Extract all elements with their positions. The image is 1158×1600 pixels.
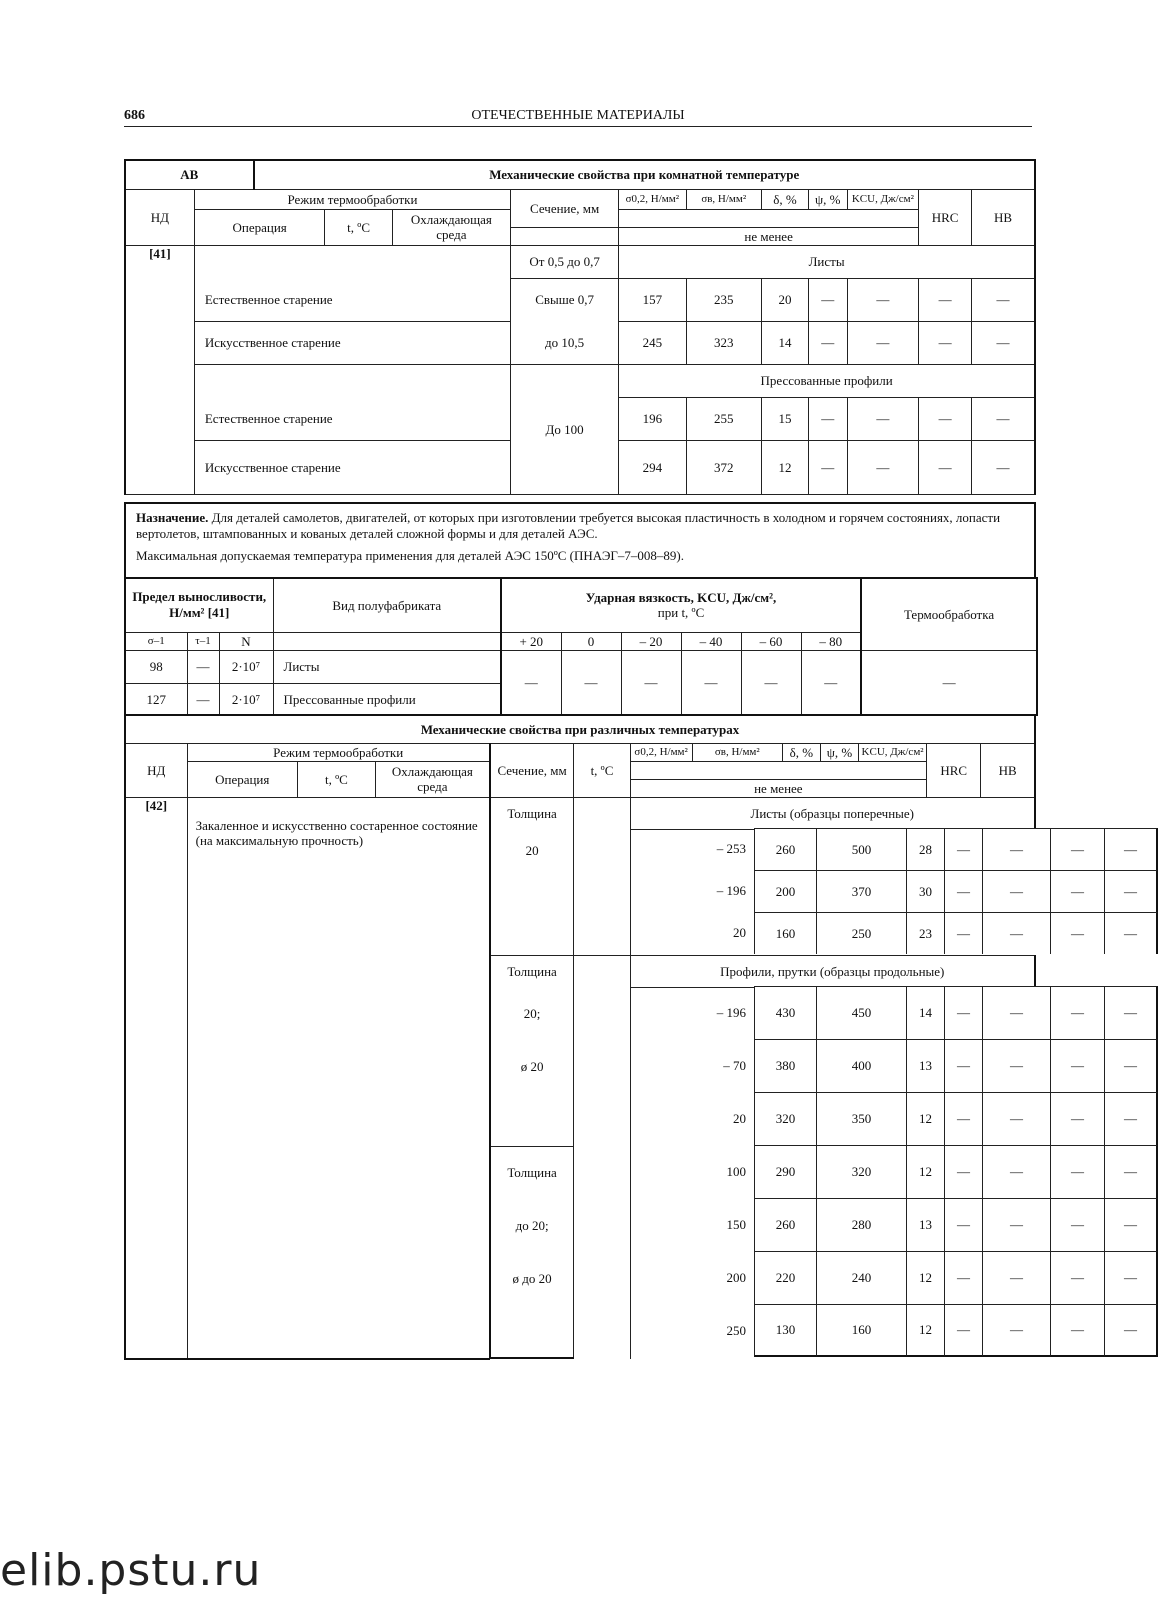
value-cell: — bbox=[847, 321, 918, 364]
g2-section-3: ø 20 bbox=[490, 1040, 574, 1093]
purpose-text: Для деталей самолетов, двигателей, от которых при изготовлении требуется высокая пластичность в холодном и горячем состояниях, лопасти вертолетов, штампованных и кованых деталей сложной формы и для деталей АЭС. bbox=[136, 510, 1001, 541]
value-cell: — bbox=[1104, 1251, 1158, 1304]
kcu-header: KCU, Дж/см² bbox=[847, 189, 918, 209]
value-cell: — bbox=[944, 828, 982, 870]
endurance-header: Предел выносливости, Н/мм² [41] bbox=[125, 578, 273, 632]
g3-section-2: до 20; bbox=[490, 1199, 574, 1252]
value-cell: 372 bbox=[686, 440, 761, 494]
g2-section-1: Толщина bbox=[490, 955, 574, 987]
heat-value: — bbox=[861, 650, 1037, 715]
value-cell: 430 bbox=[754, 986, 816, 1039]
test-temp: 20 bbox=[733, 1110, 746, 1126]
product-header: Вид полуфабриката bbox=[273, 578, 501, 632]
value-cell: — bbox=[944, 986, 982, 1039]
value-cell: — bbox=[944, 912, 982, 954]
value-row bbox=[698, 1039, 1158, 1092]
value-cell: — bbox=[1050, 1039, 1104, 1092]
various-temp-title: Механические свойства при различных температурах bbox=[125, 715, 1035, 743]
watermark: elib.pstu.ru bbox=[0, 1545, 262, 1596]
sigma-value: 98 bbox=[125, 650, 187, 683]
sigmab-header-2: σв, Н/мм² bbox=[692, 743, 782, 761]
value-cell: — bbox=[972, 440, 1035, 494]
n-header: N bbox=[219, 632, 273, 650]
value-cell: — bbox=[919, 440, 972, 494]
value-cell: 28 bbox=[906, 828, 944, 870]
value-row bbox=[698, 1145, 1158, 1198]
max-temp-text: Максимальная допускаемая температура применения для деталей АЭС 150ºС (ПНАЭГ–7–008–89). bbox=[136, 548, 684, 563]
tau-value: — bbox=[187, 683, 219, 715]
value-cell: — bbox=[982, 1039, 1050, 1092]
value-cell: 380 bbox=[754, 1039, 816, 1092]
value-cell: 12 bbox=[906, 1092, 944, 1145]
value-cell: — bbox=[982, 912, 1050, 954]
purpose-label: Назначение. bbox=[136, 510, 209, 525]
value-cell: — bbox=[1050, 1198, 1104, 1251]
value-cell: 400 bbox=[816, 1039, 906, 1092]
value-row bbox=[698, 870, 1158, 912]
value-cell: 12 bbox=[906, 1304, 944, 1357]
value-cell: 255 bbox=[686, 397, 761, 440]
value-cell: 20 bbox=[761, 278, 808, 321]
impact-title: Ударная вязкость, KCU, Дж/см², bbox=[585, 590, 777, 606]
value-cell: — bbox=[982, 1251, 1050, 1304]
impact-value: — bbox=[561, 650, 621, 715]
sec-to: до 10,5 bbox=[511, 321, 619, 364]
value-cell: 245 bbox=[619, 321, 686, 364]
temp-col: 0 bbox=[561, 632, 621, 650]
temp-header: t, ºС bbox=[325, 209, 392, 245]
value-cell: — bbox=[847, 397, 918, 440]
value-cell: — bbox=[944, 870, 982, 912]
temp-col: – 80 bbox=[801, 632, 861, 650]
value-cell: — bbox=[808, 321, 847, 364]
hb-header: HB bbox=[972, 189, 1035, 245]
value-cell: — bbox=[1104, 986, 1158, 1039]
min-label: не менее bbox=[619, 227, 919, 245]
purpose-note bbox=[124, 502, 1036, 577]
profiles-longitudinal-label: Профили, прутки (образцы продольные) bbox=[630, 955, 1035, 987]
tau-value: — bbox=[187, 650, 219, 683]
value-row bbox=[698, 1198, 1158, 1251]
sheets-transverse-label: Листы (образцы поперечные) bbox=[630, 797, 1035, 829]
hrc-header-2: HRC bbox=[927, 743, 981, 797]
value-cell: 220 bbox=[754, 1251, 816, 1304]
value-cell: — bbox=[982, 986, 1050, 1039]
value-cell: 14 bbox=[761, 321, 808, 364]
sheets-label: Листы bbox=[619, 245, 1035, 278]
sigmab-header: σв, Н/мм² bbox=[686, 189, 761, 209]
g1-section-1: Толщина bbox=[490, 797, 574, 829]
nd-header-2: НД bbox=[125, 743, 187, 797]
page-number: 686 bbox=[124, 108, 145, 123]
test-temp: 250 bbox=[726, 1322, 746, 1338]
profiles-label: Прессованные профили bbox=[619, 364, 1035, 397]
value-cell: — bbox=[919, 397, 972, 440]
value-cell: 157 bbox=[619, 278, 686, 321]
value-cell: — bbox=[1050, 1251, 1104, 1304]
test-temp: – 196 bbox=[716, 1004, 746, 1020]
sheets-section: От 0,5 до 0,7 bbox=[511, 245, 619, 278]
endurance-table bbox=[124, 577, 1038, 716]
value-cell: — bbox=[919, 321, 972, 364]
value-cell: — bbox=[1050, 1145, 1104, 1198]
ref-41: [41] bbox=[125, 245, 194, 495]
test-temp: 150 bbox=[726, 1216, 746, 1232]
value-row bbox=[698, 1251, 1158, 1304]
op-artificial-2: Искусственное старение bbox=[194, 440, 510, 494]
value-cell: — bbox=[1104, 912, 1158, 954]
value-cell: — bbox=[1050, 1092, 1104, 1145]
value-cell: 370 bbox=[816, 870, 906, 912]
value-cell: 12 bbox=[906, 1251, 944, 1304]
value-row bbox=[698, 986, 1158, 1039]
impact-value: — bbox=[741, 650, 801, 715]
value-cell: — bbox=[944, 1145, 982, 1198]
heat-header: Термообработка bbox=[861, 578, 1037, 650]
value-cell: — bbox=[982, 1092, 1050, 1145]
operation-text: Закаленное и искусственно состаренное состояние (на максимальную прочность) bbox=[187, 797, 490, 1359]
test-temp: – 196 bbox=[716, 883, 746, 898]
operation-header-2: Операция bbox=[187, 761, 297, 797]
op-natural-2: Естественное старение bbox=[194, 397, 510, 440]
value-cell: 280 bbox=[816, 1198, 906, 1251]
product-value: Листы bbox=[273, 650, 501, 683]
min-label-2: не менее bbox=[630, 779, 927, 797]
g2-section-2: 20; bbox=[490, 987, 574, 1040]
t-header-2: t, ºС bbox=[574, 743, 630, 797]
value-cell: — bbox=[1050, 986, 1104, 1039]
value-cell: 290 bbox=[754, 1145, 816, 1198]
value-cell: — bbox=[1104, 870, 1158, 912]
value-cell: — bbox=[982, 828, 1050, 870]
g3-section-3: ø до 20 bbox=[490, 1252, 574, 1305]
value-cell: — bbox=[808, 278, 847, 321]
impact-value: — bbox=[621, 650, 681, 715]
value-cell: — bbox=[808, 440, 847, 494]
sigma02-header-2: σ0,2, Н/мм² bbox=[630, 743, 692, 761]
cooling-header-2: Охлаждающая среда bbox=[376, 761, 490, 797]
value-cell: 323 bbox=[686, 321, 761, 364]
value-cell: 13 bbox=[906, 1198, 944, 1251]
value-row bbox=[698, 912, 1158, 954]
psi-header: ψ, % bbox=[808, 189, 847, 209]
temp-col: + 20 bbox=[501, 632, 561, 650]
section-header: Сечение, мм bbox=[511, 189, 619, 227]
mode-header-2: Режим термообработки bbox=[187, 743, 490, 761]
value-cell: — bbox=[1104, 1198, 1158, 1251]
hb-header-2: HB bbox=[981, 743, 1035, 797]
impact-subtitle: при t, ºС bbox=[657, 605, 705, 621]
value-cell: — bbox=[1050, 870, 1104, 912]
value-cell: 160 bbox=[754, 912, 816, 954]
temp-header-2: t, ºС bbox=[297, 761, 375, 797]
section-header-2: Сечение, мм bbox=[490, 743, 574, 797]
value-cell: 240 bbox=[816, 1251, 906, 1304]
value-cell: 500 bbox=[816, 828, 906, 870]
value-cell: 320 bbox=[816, 1145, 906, 1198]
room-temp-table bbox=[124, 159, 1036, 495]
impact-value: — bbox=[501, 650, 561, 715]
value-cell: — bbox=[982, 1145, 1050, 1198]
sec-over: Свыше 0,7 bbox=[511, 278, 619, 321]
ref-42: [42] bbox=[125, 797, 187, 1359]
impact-value: — bbox=[681, 650, 741, 715]
n-value: 2·10⁷ bbox=[219, 650, 273, 683]
value-cell: 294 bbox=[619, 440, 686, 494]
value-cell: — bbox=[982, 870, 1050, 912]
value-cell: 250 bbox=[816, 912, 906, 954]
hrc-header: HRC bbox=[919, 189, 972, 245]
value-cell: — bbox=[944, 1198, 982, 1251]
sigma-header: σ–1 bbox=[125, 632, 187, 650]
value-row bbox=[698, 1304, 1158, 1357]
value-cell: — bbox=[972, 278, 1035, 321]
value-cell: 12 bbox=[761, 440, 808, 494]
op-artificial-1: Искусственное старение bbox=[194, 321, 510, 364]
value-cell: — bbox=[982, 1304, 1050, 1357]
running-head: ОТЕЧЕСТВЕННЫЕ МАТЕРИАЛЫ bbox=[471, 108, 685, 123]
value-cell: — bbox=[808, 397, 847, 440]
value-cell: 160 bbox=[816, 1304, 906, 1357]
value-cell: 14 bbox=[906, 986, 944, 1039]
value-cell: — bbox=[944, 1092, 982, 1145]
g3-section-1: Толщина bbox=[490, 1146, 574, 1199]
value-cell: — bbox=[944, 1304, 982, 1357]
value-cell: — bbox=[1104, 828, 1158, 870]
value-cell: 23 bbox=[906, 912, 944, 954]
room-temp-title: Механические свойства при комнатной температуре bbox=[254, 160, 1035, 189]
value-cell: — bbox=[1104, 1039, 1158, 1092]
g1-section-2: 20 bbox=[490, 829, 574, 871]
mode-header: Режим термообработки bbox=[194, 189, 510, 209]
nd-header: НД bbox=[125, 189, 194, 245]
op-natural-1: Естественное старение bbox=[194, 278, 510, 321]
impact-value: — bbox=[801, 650, 861, 715]
grade-label: АВ bbox=[125, 160, 254, 189]
value-cell: 13 bbox=[906, 1039, 944, 1092]
psi-header-2: ψ, % bbox=[820, 743, 858, 761]
temp-col: – 40 bbox=[681, 632, 741, 650]
tau-header: τ–1 bbox=[187, 632, 219, 650]
value-cell: — bbox=[1104, 1092, 1158, 1145]
n-value: 2·10⁷ bbox=[219, 683, 273, 715]
cooling-header: Охлаждающая среда bbox=[392, 209, 510, 245]
value-row bbox=[698, 1092, 1158, 1145]
value-cell: — bbox=[972, 321, 1035, 364]
impact-header bbox=[501, 578, 861, 632]
value-cell: — bbox=[1104, 1145, 1158, 1198]
value-cell: — bbox=[847, 278, 918, 321]
value-cell: 320 bbox=[754, 1092, 816, 1145]
test-temp: 20 bbox=[733, 925, 746, 940]
value-cell: — bbox=[919, 278, 972, 321]
kcu-header-2: KCU, Дж/см² bbox=[859, 743, 927, 761]
value-cell: 15 bbox=[761, 397, 808, 440]
value-cell: 200 bbox=[754, 870, 816, 912]
value-cell: — bbox=[1050, 912, 1104, 954]
value-cell: 30 bbox=[906, 870, 944, 912]
value-cell: 196 bbox=[619, 397, 686, 440]
operation-header: Операция bbox=[194, 209, 325, 245]
test-temp: 100 bbox=[726, 1163, 746, 1179]
value-cell: 235 bbox=[686, 278, 761, 321]
sec-profiles: До 100 bbox=[511, 364, 619, 494]
temp-col: – 20 bbox=[621, 632, 681, 650]
sigma02-header: σ0,2, Н/мм² bbox=[619, 189, 686, 209]
value-cell: 260 bbox=[754, 828, 816, 870]
value-cell: — bbox=[847, 440, 918, 494]
value-cell: 12 bbox=[906, 1145, 944, 1198]
page-header bbox=[124, 104, 1032, 127]
product-value: Прессованные профили bbox=[273, 683, 501, 715]
sigma-value: 127 bbox=[125, 683, 187, 715]
value-cell: — bbox=[972, 397, 1035, 440]
value-cell: — bbox=[1050, 828, 1104, 870]
value-cell: 130 bbox=[754, 1304, 816, 1357]
value-cell: 260 bbox=[754, 1198, 816, 1251]
value-cell: 450 bbox=[816, 986, 906, 1039]
value-cell: — bbox=[944, 1251, 982, 1304]
value-cell: — bbox=[982, 1198, 1050, 1251]
value-cell: — bbox=[944, 1039, 982, 1092]
delta-header-2: δ, % bbox=[782, 743, 820, 761]
delta-header: δ, % bbox=[761, 189, 808, 209]
test-temp: – 70 bbox=[723, 1057, 746, 1073]
test-temp: 200 bbox=[726, 1269, 746, 1285]
value-cell: — bbox=[1104, 1304, 1158, 1357]
value-cell: — bbox=[1050, 1304, 1104, 1357]
temp-col: – 60 bbox=[741, 632, 801, 650]
value-row bbox=[698, 828, 1158, 870]
test-temp: – 253 bbox=[716, 841, 746, 856]
value-cell: 350 bbox=[816, 1092, 906, 1145]
